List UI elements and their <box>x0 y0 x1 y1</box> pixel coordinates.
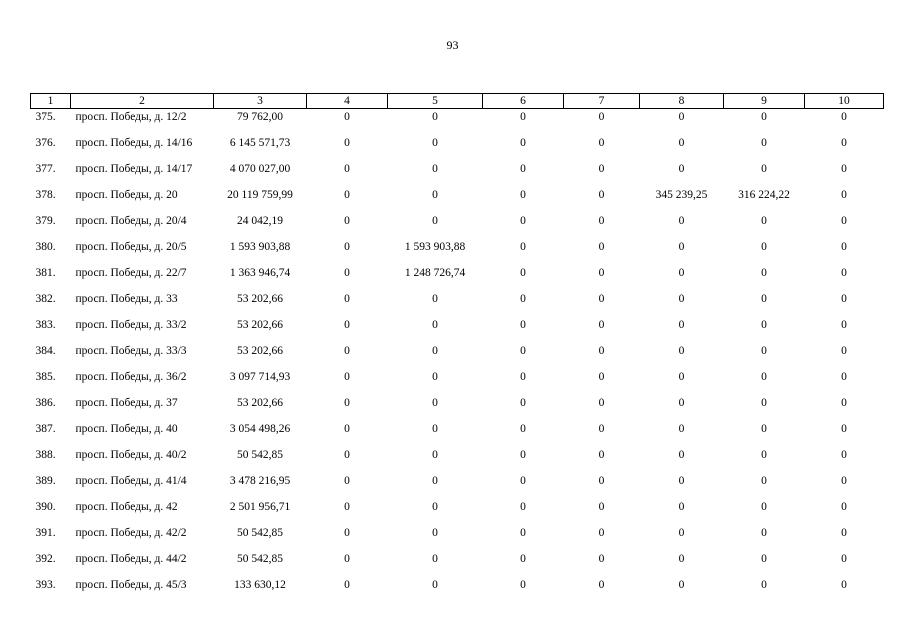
value-cell-6: 0 <box>520 527 526 539</box>
value-cell-9: 0 <box>761 371 767 383</box>
table-row <box>31 293 884 319</box>
value-cell-10: 0 <box>841 267 847 279</box>
table-row <box>31 345 884 371</box>
value-cell-9: 0 <box>761 449 767 461</box>
row-number: 391. <box>35 527 56 539</box>
value-cell-7: 0 <box>598 163 605 175</box>
value-cell-10: 0 <box>841 189 847 201</box>
value-cell-6: 0 <box>520 241 526 253</box>
value-cell-5: 0 <box>432 111 438 123</box>
address-cell: просп. Победы, д. 20/4 <box>75 215 187 227</box>
value-cell-5: 0 <box>432 293 438 305</box>
total-cell: 20 119 759,99 <box>227 189 293 201</box>
value-cell-6: 0 <box>520 475 526 487</box>
column-header: 8 <box>640 94 724 109</box>
value-cell-5: 0 <box>432 371 438 383</box>
value-cell-7: 0 <box>598 111 605 123</box>
value-cell-10: 0 <box>841 553 847 565</box>
value-cell-7: 0 <box>598 579 605 591</box>
value-cell-8: 0 <box>678 579 685 591</box>
value-cell-4: 0 <box>344 475 350 487</box>
value-cell-10: 0 <box>841 215 847 227</box>
value-cell-6: 0 <box>520 267 526 279</box>
row-number: 380. <box>35 241 56 253</box>
value-cell-9: 316 224,22 <box>738 189 790 201</box>
value-cell-5: 1 248 726,74 <box>404 267 466 279</box>
value-cell-10: 0 <box>841 501 847 513</box>
value-cell-10: 0 <box>841 397 847 409</box>
value-cell-8: 345 239,25 <box>655 189 708 201</box>
total-cell: 2 501 956,71 <box>229 501 291 513</box>
value-cell-8: 0 <box>678 163 685 175</box>
value-cell-9: 0 <box>761 579 767 591</box>
table-row <box>31 241 884 267</box>
value-cell-7: 0 <box>598 501 605 513</box>
value-cell-6: 0 <box>520 579 526 591</box>
table-row <box>31 501 884 527</box>
value-cell-8: 0 <box>678 423 685 435</box>
column-header: 10 <box>805 94 884 109</box>
value-cell-7: 0 <box>598 527 605 539</box>
value-cell-4: 0 <box>344 553 350 565</box>
column-header: 6 <box>483 94 564 109</box>
row-number: 382. <box>35 293 56 305</box>
total-cell: 53 202,66 <box>237 345 283 357</box>
value-cell-7: 0 <box>598 397 605 409</box>
value-cell-8: 0 <box>678 371 685 383</box>
value-cell-9: 0 <box>761 111 767 123</box>
value-cell-6: 0 <box>520 137 526 149</box>
value-cell-9: 0 <box>761 475 767 487</box>
value-cell-7: 0 <box>598 371 605 383</box>
total-cell: 4 070 027,00 <box>229 163 291 175</box>
value-cell-4: 0 <box>344 163 350 175</box>
value-cell-6: 0 <box>520 371 526 383</box>
table-header-row <box>31 94 884 109</box>
value-cell-10: 0 <box>841 345 847 357</box>
value-cell-7: 0 <box>598 319 605 331</box>
column-header: 5 <box>388 94 483 109</box>
table-row <box>31 553 884 579</box>
total-cell: 133 630,12 <box>234 579 286 591</box>
total-cell: 3 054 498,26 <box>229 423 291 435</box>
value-cell-5: 0 <box>432 423 438 435</box>
value-cell-9: 0 <box>761 397 767 409</box>
value-cell-9: 0 <box>761 527 767 539</box>
value-cell-10: 0 <box>841 475 847 487</box>
total-cell: 1 593 903,88 <box>229 241 291 253</box>
address-cell: просп. Победы, д. 37 <box>75 397 178 409</box>
value-cell-6: 0 <box>520 163 526 175</box>
value-cell-7: 0 <box>598 189 605 201</box>
value-cell-5: 0 <box>432 475 438 487</box>
value-cell-8: 0 <box>678 501 685 513</box>
value-cell-5: 0 <box>432 397 438 409</box>
value-cell-9: 0 <box>761 241 767 253</box>
address-cell: просп. Победы, д. 22/7 <box>75 267 187 279</box>
value-cell-10: 0 <box>841 111 847 123</box>
row-number: 379. <box>35 215 56 227</box>
total-cell: 50 542,85 <box>237 527 283 539</box>
value-cell-7: 0 <box>598 267 605 279</box>
row-number: 392. <box>35 553 56 565</box>
value-cell-8: 0 <box>678 111 685 123</box>
address-cell: просп. Победы, д. 33/3 <box>75 345 187 357</box>
value-cell-8: 0 <box>678 215 685 227</box>
address-cell: просп. Победы, д. 44/2 <box>75 553 187 565</box>
address-cell: просп. Победы, д. 14/16 <box>75 137 193 149</box>
value-cell-5: 0 <box>432 527 438 539</box>
value-cell-4: 0 <box>344 423 350 435</box>
value-cell-6: 0 <box>520 501 526 513</box>
address-cell: просп. Победы, д. 40 <box>75 423 178 435</box>
value-cell-5: 0 <box>432 319 438 331</box>
value-cell-7: 0 <box>598 475 605 487</box>
address-cell: просп. Победы, д. 42/2 <box>75 527 187 539</box>
table-row <box>31 397 884 423</box>
value-cell-4: 0 <box>344 449 350 461</box>
value-cell-6: 0 <box>520 345 526 357</box>
table-row <box>31 215 884 241</box>
address-cell: просп. Победы, д. 33/2 <box>75 319 187 331</box>
value-cell-5: 0 <box>432 345 438 357</box>
value-cell-6: 0 <box>520 189 526 201</box>
total-cell: 3 478 216,95 <box>229 475 291 487</box>
value-cell-4: 0 <box>344 137 350 149</box>
row-number: 390. <box>35 501 56 513</box>
table-row <box>31 109 884 138</box>
value-cell-6: 0 <box>520 111 526 123</box>
value-cell-9: 0 <box>761 267 767 279</box>
address-cell: просп. Победы, д. 40/2 <box>75 449 187 461</box>
address-cell: просп. Победы, д. 41/4 <box>75 475 187 487</box>
value-cell-10: 0 <box>841 371 847 383</box>
address-cell: просп. Победы, д. 20/5 <box>75 241 187 253</box>
table-row <box>31 371 884 397</box>
value-cell-9: 0 <box>761 319 767 331</box>
row-number: 388. <box>35 449 56 461</box>
data-table <box>30 93 884 605</box>
value-cell-4: 0 <box>344 215 350 227</box>
value-cell-8: 0 <box>678 345 685 357</box>
value-cell-8: 0 <box>678 293 685 305</box>
value-cell-5: 0 <box>432 163 438 175</box>
value-cell-10: 0 <box>841 449 847 461</box>
value-cell-9: 0 <box>761 215 767 227</box>
value-cell-4: 0 <box>344 111 350 123</box>
row-number: 387. <box>35 423 56 435</box>
value-cell-7: 0 <box>598 553 605 565</box>
address-cell: просп. Победы, д. 20 <box>75 189 178 201</box>
value-cell-9: 0 <box>761 553 767 565</box>
page-number: 93 <box>446 38 459 52</box>
table-row <box>31 319 884 345</box>
address-cell: просп. Победы, д. 33 <box>75 293 178 305</box>
value-cell-4: 0 <box>344 189 350 201</box>
value-cell-4: 0 <box>344 267 350 279</box>
address-cell: просп. Победы, д. 12/2 <box>75 111 187 123</box>
column-header: 4 <box>307 94 388 109</box>
column-header: 7 <box>564 94 640 109</box>
total-cell: 50 542,85 <box>237 449 283 461</box>
value-cell-4: 0 <box>344 371 350 383</box>
value-cell-4: 0 <box>344 501 350 513</box>
value-cell-10: 0 <box>841 579 847 591</box>
total-cell: 53 202,66 <box>237 319 283 331</box>
value-cell-9: 0 <box>761 423 767 435</box>
column-header: 1 <box>31 94 71 109</box>
value-cell-10: 0 <box>841 293 847 305</box>
value-cell-8: 0 <box>678 449 685 461</box>
value-cell-9: 0 <box>761 345 767 357</box>
value-cell-7: 0 <box>598 241 605 253</box>
column-header: 9 <box>724 94 805 109</box>
value-cell-9: 0 <box>761 501 767 513</box>
value-cell-6: 0 <box>520 423 526 435</box>
value-cell-4: 0 <box>344 319 350 331</box>
value-cell-8: 0 <box>678 475 685 487</box>
table-row <box>31 267 884 293</box>
value-cell-4: 0 <box>344 579 350 591</box>
value-cell-8: 0 <box>678 137 685 149</box>
row-number: 377. <box>35 163 56 175</box>
address-cell: просп. Победы, д. 36/2 <box>75 371 187 383</box>
value-cell-8: 0 <box>678 267 685 279</box>
row-number: 375. <box>35 111 56 123</box>
value-cell-7: 0 <box>598 345 605 357</box>
row-number: 381. <box>35 267 56 279</box>
table-row <box>31 579 884 605</box>
column-header: 2 <box>71 94 214 109</box>
value-cell-4: 0 <box>344 293 350 305</box>
value-cell-5: 1 593 903,88 <box>404 241 466 253</box>
value-cell-8: 0 <box>678 553 685 565</box>
value-cell-8: 0 <box>678 241 685 253</box>
total-cell: 50 542,85 <box>237 553 283 565</box>
row-number: 389. <box>35 475 56 487</box>
value-cell-6: 0 <box>520 293 526 305</box>
table-row <box>31 449 884 475</box>
value-cell-8: 0 <box>678 527 685 539</box>
value-cell-7: 0 <box>598 215 605 227</box>
value-cell-9: 0 <box>761 163 767 175</box>
value-cell-7: 0 <box>598 423 605 435</box>
value-cell-10: 0 <box>841 137 847 149</box>
value-cell-4: 0 <box>344 527 350 539</box>
row-number: 376. <box>35 137 56 149</box>
value-cell-10: 0 <box>841 163 847 175</box>
value-cell-9: 0 <box>761 137 767 149</box>
value-cell-6: 0 <box>520 215 526 227</box>
total-cell: 1 363 946,74 <box>229 267 291 279</box>
value-cell-5: 0 <box>432 215 438 227</box>
value-cell-5: 0 <box>432 579 438 591</box>
table-row <box>31 189 884 215</box>
value-cell-10: 0 <box>841 423 847 435</box>
value-cell-6: 0 <box>520 319 526 331</box>
table-row <box>31 137 884 163</box>
address-cell: просп. Победы, д. 42 <box>75 501 178 513</box>
value-cell-8: 0 <box>678 397 685 409</box>
value-cell-10: 0 <box>841 241 847 253</box>
table-body <box>31 109 884 606</box>
value-cell-7: 0 <box>598 449 605 461</box>
value-cell-10: 0 <box>841 527 847 539</box>
value-cell-10: 0 <box>841 319 847 331</box>
row-number: 378. <box>35 189 56 201</box>
value-cell-5: 0 <box>432 137 438 149</box>
value-cell-7: 0 <box>598 137 605 149</box>
total-cell: 6 145 571,73 <box>229 137 291 149</box>
table-row <box>31 163 884 189</box>
address-cell: просп. Победы, д. 45/3 <box>75 579 187 591</box>
value-cell-6: 0 <box>520 449 526 461</box>
value-cell-9: 0 <box>761 293 767 305</box>
value-cell-4: 0 <box>344 345 350 357</box>
value-cell-5: 0 <box>432 501 438 513</box>
table-row <box>31 527 884 553</box>
row-number: 393. <box>35 579 56 591</box>
total-cell: 3 097 714,93 <box>229 371 291 383</box>
value-cell-4: 0 <box>344 241 350 253</box>
value-cell-8: 0 <box>678 319 685 331</box>
value-cell-6: 0 <box>520 553 526 565</box>
total-cell: 24 042,19 <box>237 215 283 227</box>
total-cell: 53 202,66 <box>237 397 283 409</box>
value-cell-5: 0 <box>432 553 438 565</box>
row-number: 384. <box>35 345 56 357</box>
row-number: 383. <box>35 319 56 331</box>
row-number: 385. <box>35 371 56 383</box>
address-cell: просп. Победы, д. 14/17 <box>75 163 193 175</box>
table-row <box>31 423 884 449</box>
value-cell-5: 0 <box>432 449 438 461</box>
row-number: 386. <box>35 397 56 409</box>
total-cell: 79 762,00 <box>237 111 283 123</box>
total-cell: 53 202,66 <box>237 293 283 305</box>
value-cell-7: 0 <box>598 293 605 305</box>
table-row <box>31 475 884 501</box>
value-cell-5: 0 <box>432 189 438 201</box>
value-cell-4: 0 <box>344 397 350 409</box>
column-header: 3 <box>214 94 307 109</box>
value-cell-6: 0 <box>520 397 526 409</box>
